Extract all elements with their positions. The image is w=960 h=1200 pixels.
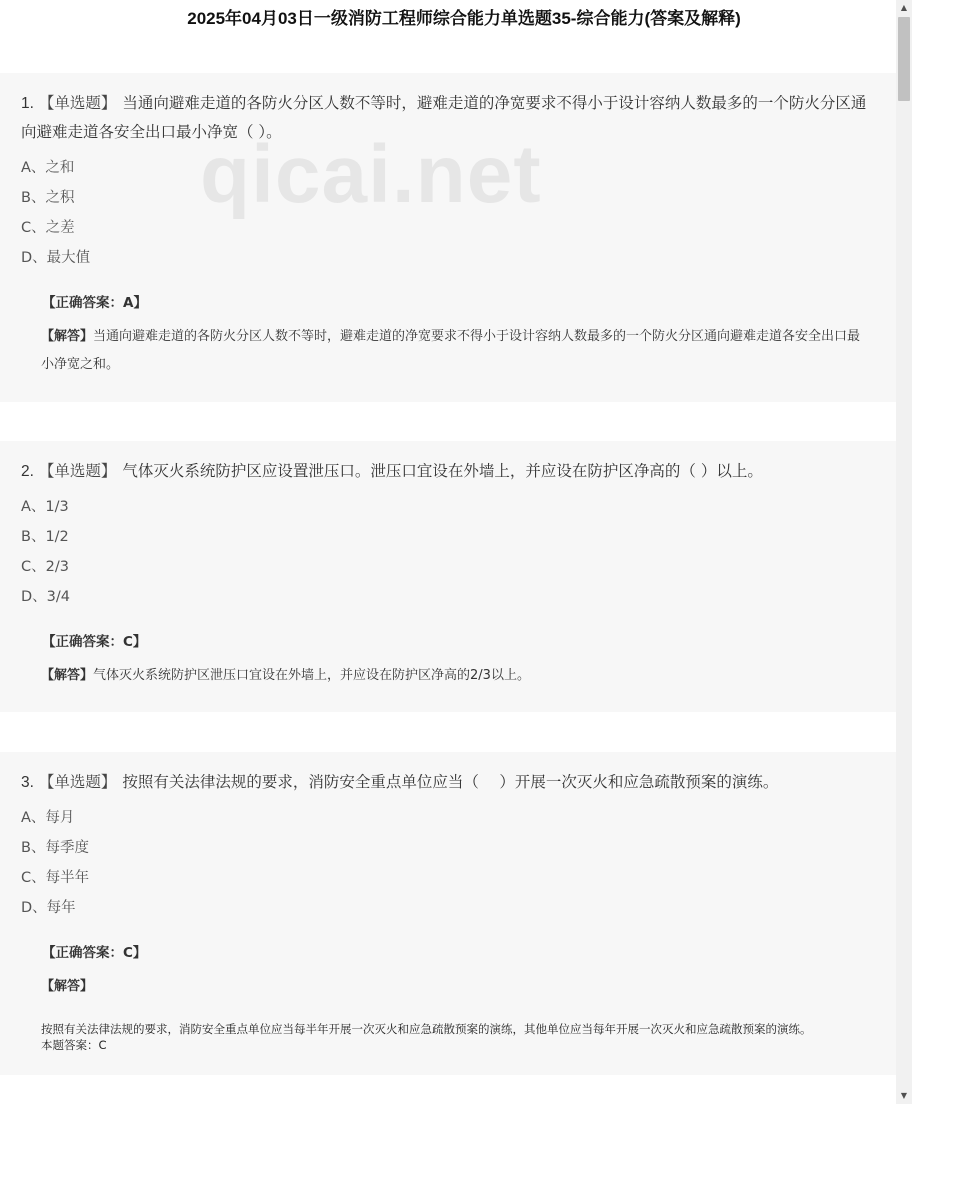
explanation-label: 【解答】 (41, 329, 94, 344)
scrollbar-thumb[interactable] (898, 17, 910, 101)
correct-answer: 【正确答案：A】 (42, 295, 147, 311)
option-list (21, 492, 900, 612)
option-a[interactable]: A、每月 (21, 810, 75, 826)
option-list (21, 153, 900, 273)
question-stem: 气体灭火系统防护区应设置泄压口。泄压口宜设在外墙上，并应设在防护区净高的（ ）以上。 (122, 462, 763, 480)
vertical-scrollbar[interactable] (896, 0, 912, 1104)
question-number: 3. (21, 774, 34, 791)
question-type-tag: 【单选题】 (38, 94, 117, 112)
question-stem: 按照有关法律法规的要求，消防安全重点单位应当（ ）开展一次灭火和应急疏散预案的演练。 (122, 773, 779, 791)
question-number: 1. (21, 95, 34, 112)
explanation-answer: 本题答案：C (41, 1038, 107, 1052)
option-c[interactable]: C、2/3 (21, 559, 69, 575)
question-stem: 当通向避难走道的各防火分区人数不等时，避难走道的净宽要求不得小于设计容纳人数最多的一个防火分区通向避难走道各安全出口最小净宽（ ）。 (21, 94, 867, 141)
explanation (41, 323, 870, 379)
explanation-text: 按照有关法律法规的要求，消防安全重点单位应当每半年开展一次灭火和应急疏散预案的演练，其他单位应当每年开展一次灭火和应急疏散预案的演练。 (41, 1022, 812, 1036)
option-d[interactable]: D、最大值 (21, 250, 91, 266)
question-text (0, 752, 900, 797)
option-c[interactable]: C、之差 (21, 220, 75, 236)
explanation (41, 662, 870, 690)
option-b[interactable]: B、每季度 (21, 840, 89, 856)
explanation-body (41, 1021, 860, 1053)
explanation (41, 973, 870, 1001)
page-title: 2025年04月03日一级消防工程师综合能力单选题35-综合能力(答案及解释) (187, 9, 741, 28)
option-a[interactable]: A、之和 (21, 160, 75, 176)
question-text (0, 73, 900, 147)
question-type-tag: 【单选题】 (38, 773, 117, 791)
question-card (0, 441, 900, 712)
correct-answer: 【正确答案：C】 (42, 945, 147, 961)
explanation-text: 气体灭火系统防护区泄压口宜设在外墙上，并应设在防护区净高的2/3以上。 (93, 668, 530, 683)
question-text (0, 441, 900, 486)
explanation-label: 【解答】 (41, 668, 94, 683)
question-type-tag: 【单选题】 (38, 462, 117, 480)
question-card (0, 752, 900, 1075)
option-d[interactable]: D、每年 (21, 900, 76, 916)
option-b[interactable]: B、1/2 (21, 529, 69, 545)
option-d[interactable]: D、3/4 (21, 589, 71, 605)
option-c[interactable]: C、每半年 (21, 870, 90, 886)
scroll-up-arrow-icon[interactable]: ▲ (900, 3, 908, 12)
question-number: 2. (21, 463, 34, 480)
correct-answer: 【正确答案：C】 (42, 634, 147, 650)
explanation-text: 当通向避难走道的各防火分区人数不等时，避难走道的净宽要求不得小于设计容纳人数最多的一个防火分区通向避难走道各安全出口最小净宽之和。 (41, 329, 861, 372)
question-card (0, 73, 900, 402)
explanation-label: 【解答】 (41, 979, 94, 994)
option-b[interactable]: B、之积 (21, 190, 75, 206)
option-a[interactable]: A、1/3 (21, 499, 69, 515)
option-list (21, 803, 900, 923)
scroll-down-arrow-icon[interactable]: ▼ (900, 1091, 908, 1100)
